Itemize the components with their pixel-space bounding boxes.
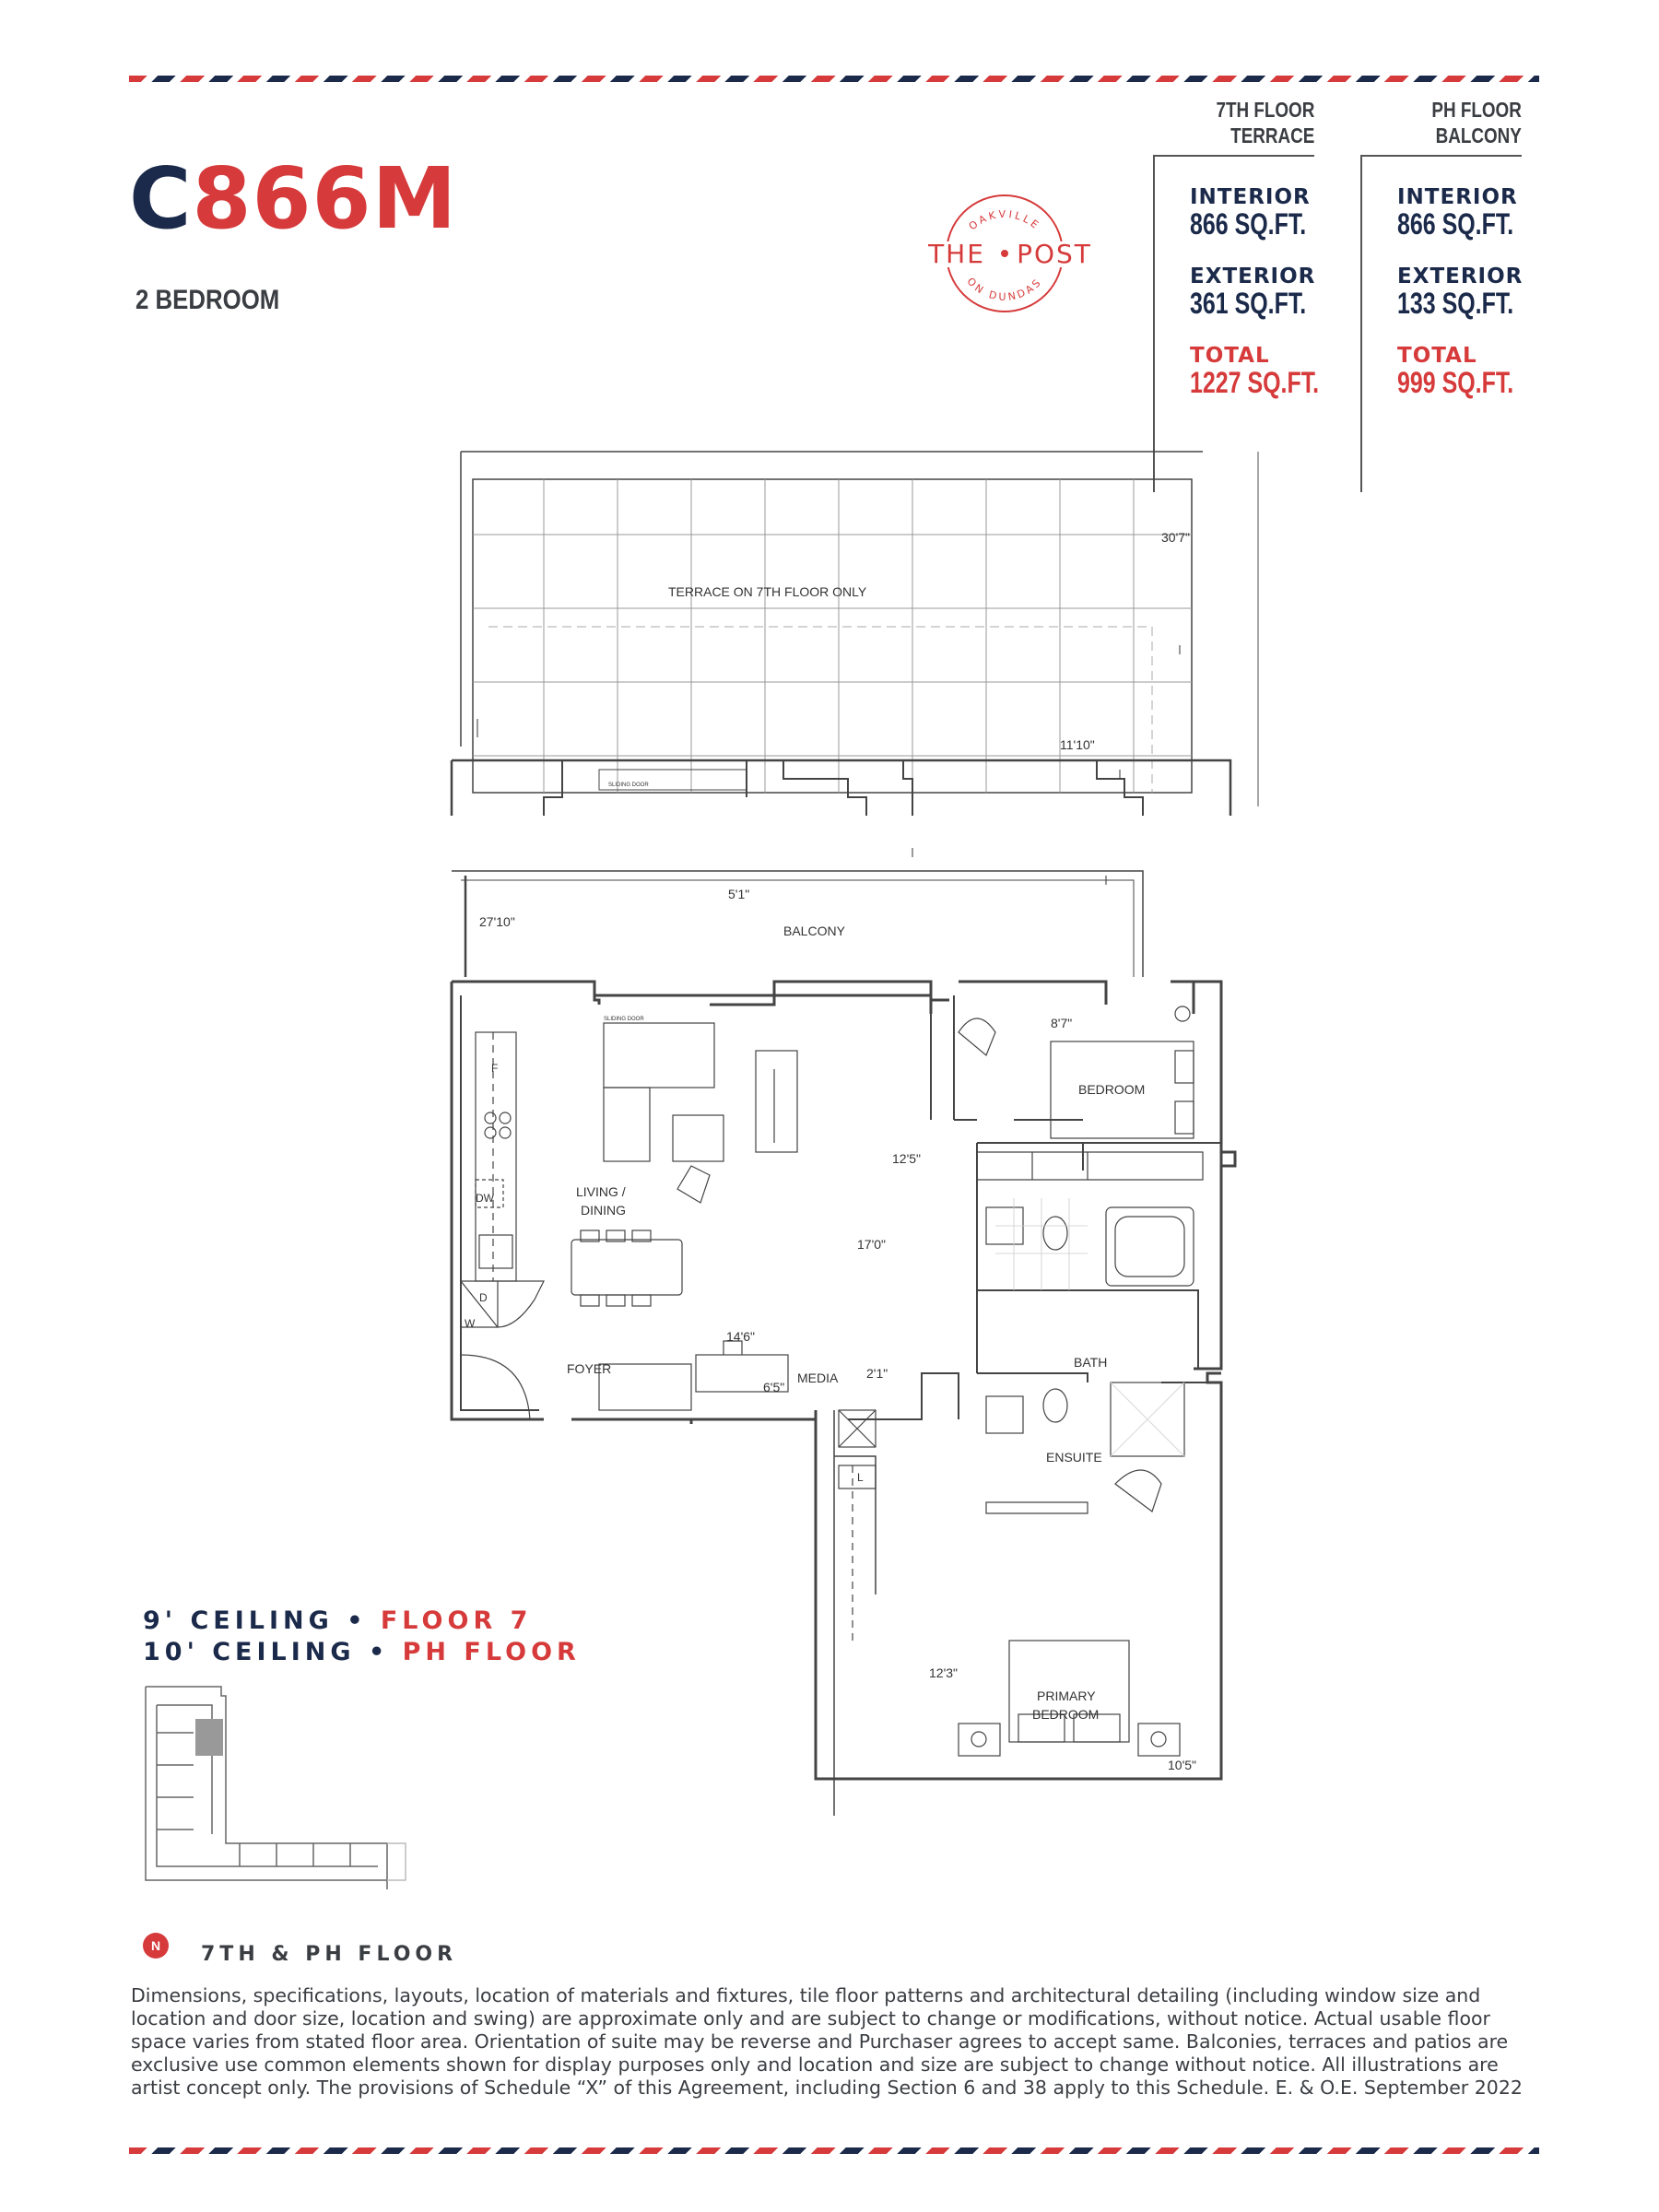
living-dim-2: 14'6" [726,1329,756,1344]
exterior-label: EXTERIOR [1397,265,1524,288]
unit-code [129,149,458,248]
primary-label-1: PRIMARY [1037,1688,1096,1703]
balcony-dim-width: 27'10" [479,914,515,929]
area-header: 7TH FLOOR TERRACE [1216,98,1314,147]
interior-value: 866 SQ.FT. [1397,207,1514,241]
primary-dim-2: 10'5" [1168,1758,1197,1772]
sliding-door-label: SLIDING DOOR [608,782,649,788]
kitchen-counter [461,1032,544,1419]
exterior-label: EXTERIOR [1190,265,1316,288]
key-plan [138,1677,433,1889]
primary-label-2: BEDROOM [1032,1707,1100,1722]
linen-label: L [857,1471,864,1484]
dishwasher-label: DW [476,1192,494,1205]
living-label-2: DINING [581,1203,626,1218]
media-label: MEDIA [797,1371,839,1385]
balcony-label: BALCONY [783,924,845,938]
washer-label: W [465,1317,476,1330]
logo-post: POST [1017,239,1092,269]
living-label-1: LIVING / [576,1184,626,1199]
bathrooms [986,1198,1194,1456]
interior-walls [834,1120,1221,1816]
total-label: TOTAL [1190,344,1270,368]
primary-dim-1: 12'3" [929,1665,959,1680]
bedroom-dim-2: 8'7" [1051,1016,1073,1030]
balcony-dim-depth: 5'1" [728,887,750,901]
terrace-label: TERRACE ON 7TH FLOOR ONLY [668,584,867,599]
disclaimer: Dimensions, specifications, layouts, location of materials and fixtures, tile floor patterns and architectural detailing (including window size and location and door size, location and swing) are approximate only and are subject to change or modifications, without notice. Actual usable floor space varies from stated floor area. Orientation of suite may be reverse and Purchaser agrees to accept same. Balconies, terraces and patios are exclusive use common elements shown for display purposes only and location and size are subject to change without notice. All illustrations are artist concept only. The provisions of Schedule “X” of this Agreement, including Section 6 and 38 apply to this Schedule. E. & O.E. September 2022 [131,1984,1523,2099]
unit-code-number: 866M [192,149,458,248]
dimension-arrows [477,645,1180,885]
interior-label: INTERIOR [1190,185,1311,209]
fridge-label: F [491,1062,499,1075]
ceiling-ph-floor: 10' CEILING • PH FLOOR [143,1638,581,1666]
dryer-label: D [479,1291,488,1304]
ensuite-label: ENSUITE [1046,1450,1102,1465]
sliding-door-label-2: SLIDING DOOR [604,1017,644,1022]
airmail-stripe-top [129,76,1539,82]
bedroom-dim-1: 12'5" [892,1151,922,1166]
north-arrow-icon: N [143,1933,169,1959]
total-value: 1227 SQ.FT. [1190,366,1320,399]
media-dim-2: 2'1" [866,1366,888,1381]
total-value: 999 SQ.FT. [1397,366,1514,399]
exterior-value: 133 SQ.FT. [1397,287,1514,320]
logo-bottom-text: ON DUNDAS [964,275,1045,303]
the-post-logo [903,184,1106,323]
logo-the: THE [928,239,985,269]
terrace-area [452,452,1258,816]
primary-bedroom-furniture [839,1410,1180,1756]
bath-label: BATH [1074,1355,1108,1370]
unit-type: 2 BEDROOM [135,285,280,315]
bedroom-label: BEDROOM [1078,1082,1146,1097]
airmail-stripe-bottom [129,2147,1539,2154]
interior-value: 866 SQ.FT. [1190,207,1307,241]
media-dim-1: 6'5" [763,1380,785,1394]
floor-plan [442,442,1272,1843]
logo-top-text: OAKVILLE [966,207,1043,233]
total-label: TOTAL [1397,344,1477,368]
terrace-dim-depth: 11'10" [1060,737,1095,752]
living-dim-1: 17'0" [857,1237,887,1252]
foyer-label: FOYER [567,1361,612,1376]
area-header: PH FLOOR BALCONY [1431,98,1522,147]
keyplan-label: 7TH & PH FLOOR [201,1943,458,1966]
unit-code-prefix: C [129,149,193,248]
ceiling-floor-7: 9' CEILING • FLOOR 7 [143,1606,533,1635]
interior-label: INTERIOR [1397,185,1518,209]
exterior-value: 361 SQ.FT. [1190,287,1307,320]
terrace-dim-width: 30'7" [1161,530,1191,545]
